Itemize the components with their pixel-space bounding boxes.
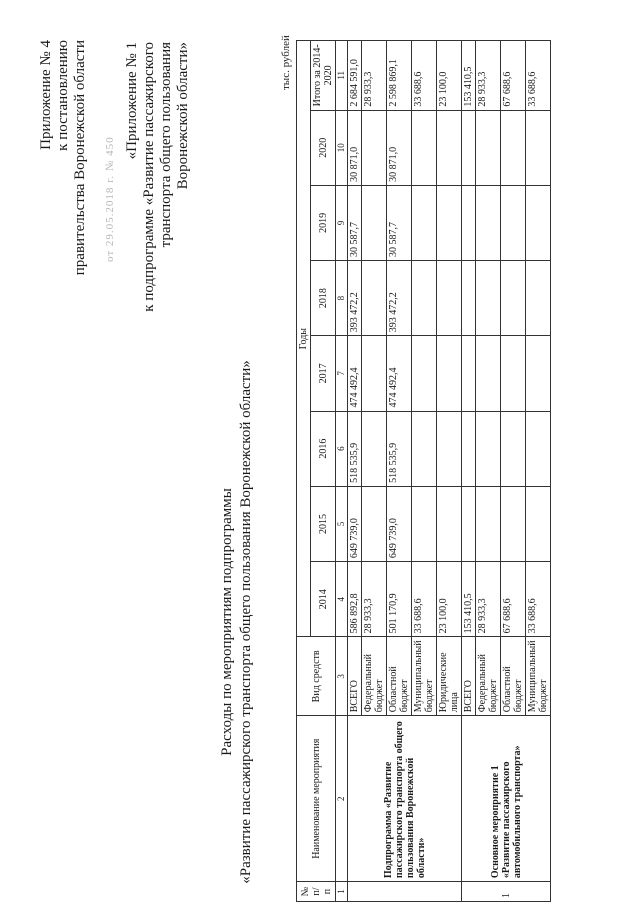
row-number: 1 (462, 882, 551, 902)
year-value: 474 492,4 (348, 336, 362, 411)
year-value (476, 110, 501, 185)
appendix-header (38, 40, 89, 275)
year-value: 30 871,0 (348, 110, 362, 185)
year-value (437, 185, 462, 260)
year-value: 393 472,2 (387, 260, 412, 335)
year-value: 153 410,5 (462, 562, 476, 637)
year-value (501, 185, 526, 260)
header-source: Вид средств (297, 637, 336, 716)
year-value (476, 336, 501, 411)
total-value: 33 688,6 (526, 41, 551, 111)
appendix-decree-ref: к постановлению (55, 40, 71, 151)
year-value: 67 688,6 (501, 562, 526, 637)
program-appendix-line4: Воронежской области» (175, 42, 191, 190)
table-row (348, 41, 362, 902)
year-value: 30 587,7 (387, 185, 412, 260)
program-appendix-header (124, 42, 192, 312)
total-value: 28 933,3 (476, 41, 501, 111)
year-value: 518 535,9 (387, 411, 412, 486)
index-cell: 2 (336, 716, 348, 882)
year-value (412, 185, 437, 260)
year-value (526, 185, 551, 260)
year-value (476, 486, 501, 561)
total-value: 33 688,6 (412, 41, 437, 111)
index-cell: 1 (336, 882, 348, 902)
year-value (526, 110, 551, 185)
funding-source: Федеральный бюджет (362, 637, 387, 716)
table-body (348, 41, 551, 902)
year-value (412, 411, 437, 486)
year-value (362, 336, 387, 411)
year-value: 28 933,3 (362, 562, 387, 637)
funding-source: Областной бюджет (387, 637, 412, 716)
expenses-table (296, 40, 551, 902)
year-value (526, 411, 551, 486)
year-value (501, 486, 526, 561)
year-value: 30 871,0 (387, 110, 412, 185)
year-value (412, 486, 437, 561)
year-value (462, 486, 476, 561)
funding-source: Областной бюджет (501, 637, 526, 716)
year-value (462, 411, 476, 486)
appendix-number: Приложение № 4 (38, 40, 54, 150)
index-cell: 8 (336, 260, 348, 335)
funding-source: Муниципальный бюджет (412, 637, 437, 716)
header-name: Наименование мероприятия (297, 716, 336, 882)
year-value (362, 411, 387, 486)
year-value (437, 411, 462, 486)
year-value: 30 587,7 (348, 185, 362, 260)
header-year-2017: 2017 (311, 336, 336, 411)
activity-name: Основное мероприятие 1 «Развитие пассажирского автомобильного транспорта» (462, 716, 551, 882)
total-value: 153 410,5 (462, 41, 476, 111)
row-number (348, 882, 462, 902)
year-value (476, 411, 501, 486)
year-value (476, 260, 501, 335)
total-value: 2 598 869,1 (387, 41, 412, 111)
program-appendix-number: «Приложение № 1 (124, 42, 140, 160)
year-value: 586 892,8 (348, 562, 362, 637)
year-value: 474 492,4 (387, 336, 412, 411)
header-year-2015: 2015 (311, 486, 336, 561)
index-cell: 9 (336, 185, 348, 260)
funding-source: Федеральный бюджет (476, 637, 501, 716)
year-value: 518 535,9 (348, 411, 362, 486)
year-value (362, 260, 387, 335)
header-year-2018: 2018 (311, 260, 336, 335)
funding-source: Муниципальный бюджет (526, 637, 551, 716)
year-value: 501 170,9 (387, 562, 412, 637)
total-value: 2 684 591,0 (348, 41, 362, 111)
year-value (501, 110, 526, 185)
index-cell: 3 (336, 637, 348, 716)
index-cell: 7 (336, 336, 348, 411)
year-value (412, 110, 437, 185)
activity-name: Подпрограмма «Развитие пассажирского транспорта общего пользования Воронежской области» (348, 716, 462, 882)
title-line-1: Расходы по мероприятиям подпрограммы (219, 488, 235, 756)
year-value: 33 688,6 (412, 562, 437, 637)
year-value (501, 411, 526, 486)
year-value (501, 336, 526, 411)
year-value (462, 260, 476, 335)
year-value (437, 260, 462, 335)
column-index-row (336, 41, 348, 902)
units-label: тыс. рублей (280, 35, 292, 90)
table-row (462, 41, 476, 902)
funding-source: Юридические лица (437, 637, 462, 716)
year-value (437, 110, 462, 185)
index-cell: 11 (336, 41, 348, 111)
header-num: № п/п (297, 882, 336, 902)
index-cell: 4 (336, 562, 348, 637)
funding-source: ВСЕГО (462, 637, 476, 716)
year-value (501, 260, 526, 335)
year-value (412, 260, 437, 335)
program-appendix-line2: к подпрограмме «Развитие пассажирского (141, 42, 157, 312)
total-value: 67 688,6 (501, 41, 526, 111)
year-value (437, 486, 462, 561)
year-value: 649 739,0 (387, 486, 412, 561)
year-value (526, 486, 551, 561)
year-value (526, 336, 551, 411)
appendix-government: правительства Воронежской области (72, 40, 88, 276)
year-value (362, 110, 387, 185)
year-value (412, 336, 437, 411)
funding-source: ВСЕГО (348, 637, 362, 716)
index-cell: 5 (336, 486, 348, 561)
index-cell: 10 (336, 110, 348, 185)
program-appendix-line3: транспорта общего пользования (158, 42, 174, 248)
year-value: 33 688,6 (526, 562, 551, 637)
header-year-2014: 2014 (311, 562, 336, 637)
header-year-2019: 2019 (311, 185, 336, 260)
year-value (526, 260, 551, 335)
header-year-2016: 2016 (311, 411, 336, 486)
year-value (437, 336, 462, 411)
year-value (362, 185, 387, 260)
year-value (476, 185, 501, 260)
year-value: 649 739,0 (348, 486, 362, 561)
decree-date-stamp: от 29.05.2018 г. № 450 (104, 136, 116, 262)
year-value (462, 110, 476, 185)
year-value: 393 472,2 (348, 260, 362, 335)
year-value (362, 486, 387, 561)
year-value (462, 336, 476, 411)
document-title (218, 342, 256, 902)
title-line-2: «Развитие пассажирского транспорта общего пользования Воронежской области» (238, 360, 254, 884)
header-total: Итого за 2014-2020 (311, 41, 336, 111)
total-value: 28 933,3 (362, 41, 387, 111)
year-value: 23 100,0 (437, 562, 462, 637)
total-value: 23 100,0 (437, 41, 462, 111)
header-year-2020: 2020 (311, 110, 336, 185)
header-years-group: Годы (297, 41, 311, 637)
year-value (462, 185, 476, 260)
year-value: 28 933,3 (476, 562, 501, 637)
index-cell: 6 (336, 411, 348, 486)
